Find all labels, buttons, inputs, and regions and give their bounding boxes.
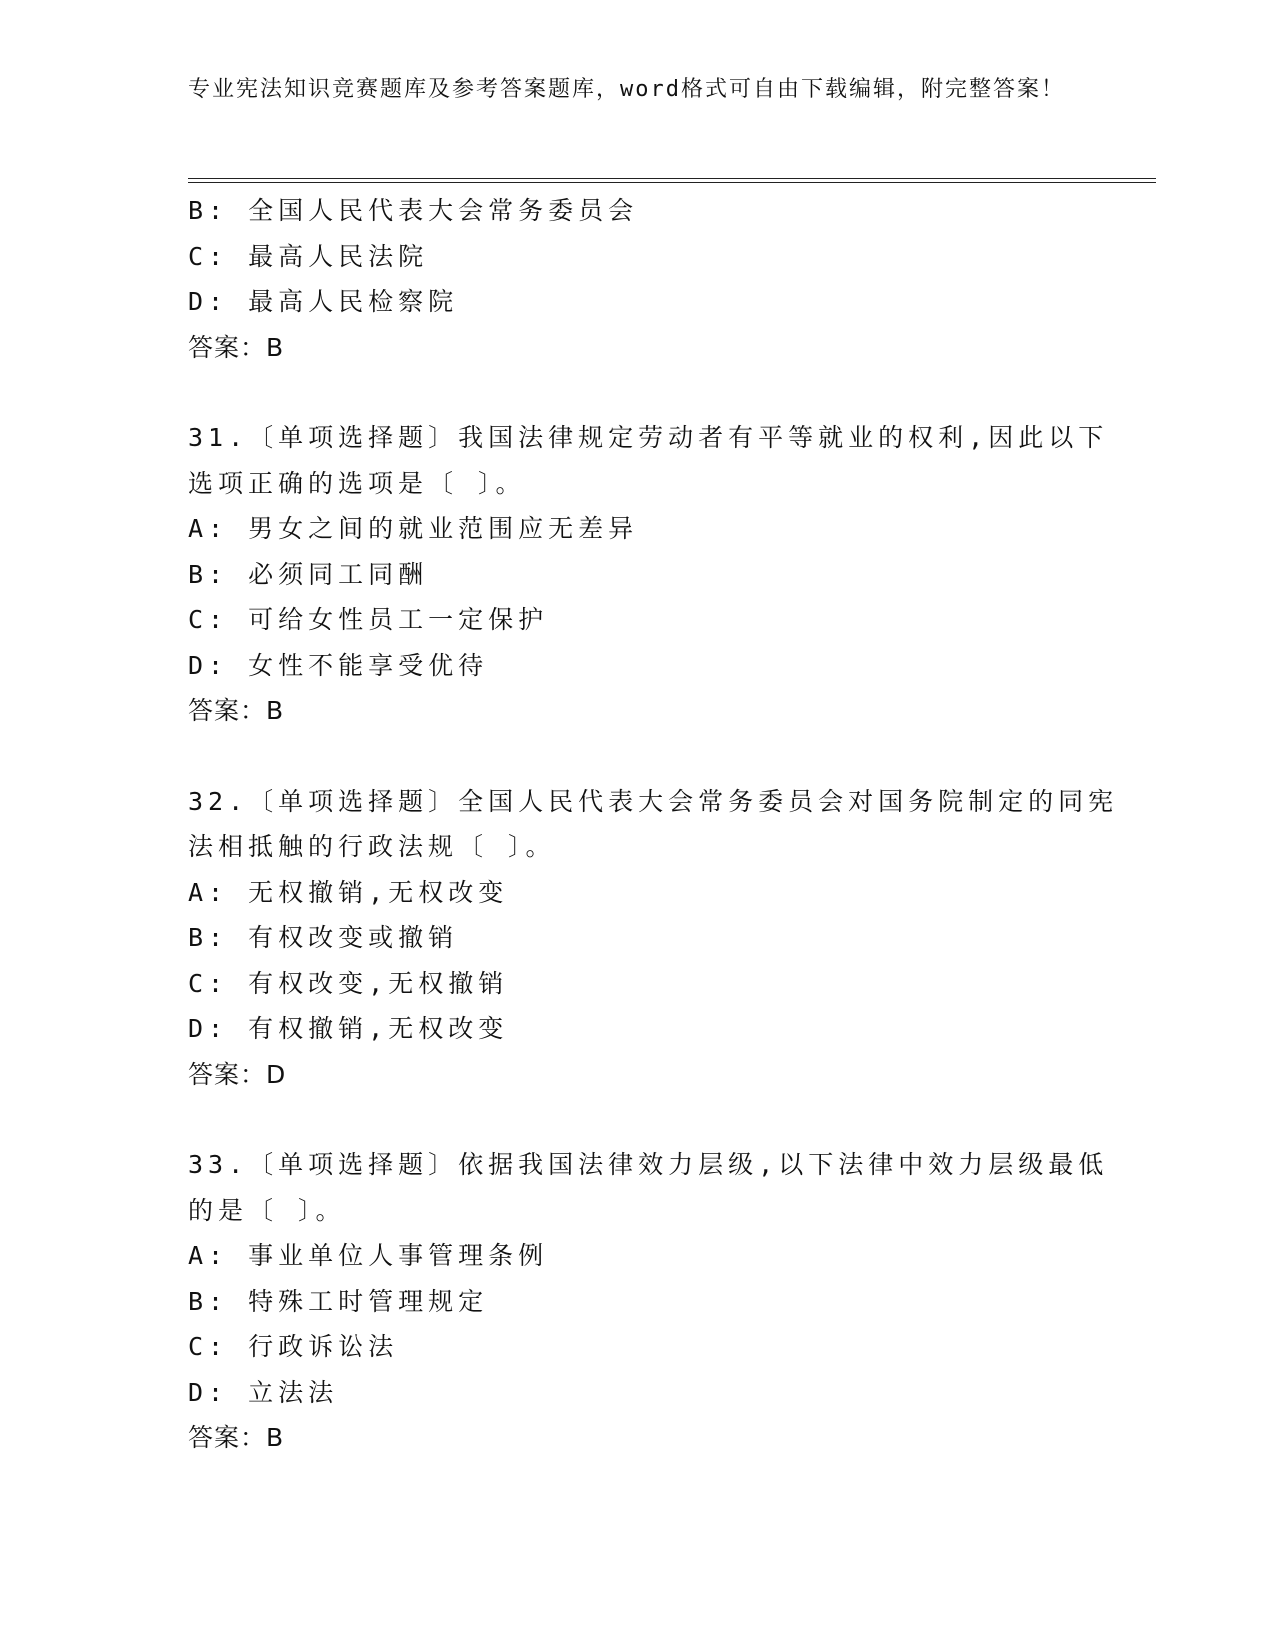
option-d: D: 最高人民检察院 (188, 287, 459, 316)
header-rule-top (188, 178, 1156, 179)
option-c: C: 有权改变,无权撤销 (188, 968, 509, 998)
spacer (188, 1097, 1088, 1142)
option-b: B: 全国人民代表大会常务委员会 (188, 196, 639, 225)
answer-line (188, 325, 1088, 371)
answer-value: B (266, 696, 285, 725)
question-block-31 (188, 415, 1109, 734)
question-stem: 的是〔 〕。 (188, 1195, 346, 1225)
header-rule-bottom (188, 182, 1156, 183)
option-d: D: 有权撤销,无权改变 (188, 1014, 509, 1043)
answer-value: D (266, 1059, 287, 1089)
answer-label: 答案： (188, 1423, 267, 1452)
answer-line (188, 688, 1088, 734)
answer-label: 答案： (188, 1059, 267, 1089)
answer-label: 答案： (188, 332, 267, 362)
option-d: D: 女性不能享受优待 (188, 650, 489, 680)
answer-value: B (266, 332, 285, 362)
answer-line (188, 1052, 1088, 1098)
question-stem: 法相抵触的行政法规〔 〕。 (188, 832, 556, 861)
spacer (188, 370, 1088, 415)
option-c: C: 可给女性员工一定保护 (188, 605, 549, 634)
question-stem: 33.〔单项选择题〕依据我国法律效力层级,以下法律中效力层级最低 (188, 1150, 1109, 1179)
question-stem: 32.〔单项选择题〕全国人民代表大会常务委员会对国务院制定的同宪 (188, 786, 1119, 816)
option-d: D: 立法法 (188, 1377, 339, 1407)
option-a: A: 男女之间的就业范围应无差异 (188, 514, 639, 543)
option-c: C: 行政诉讼法 (188, 1332, 399, 1361)
option-b: B: 特殊工时管理规定 (188, 1286, 489, 1316)
question-stem: 31.〔单项选择题〕我国法律规定劳动者有平等就业的权利,因此以下 (188, 423, 1109, 452)
question-list (188, 188, 1119, 1461)
question-block-partial (188, 188, 1088, 370)
answer-value: B (266, 1423, 285, 1452)
answer-line (188, 1415, 1088, 1461)
option-a: A: 无权撤销,无权改变 (188, 877, 509, 907)
question-block-32 (188, 779, 1119, 1098)
option-b: B: 必须同工同酬 (188, 559, 429, 589)
option-a: A: 事业单位人事管理条例 (188, 1241, 549, 1270)
question-stem: 选项正确的选项是〔 〕。 (188, 468, 526, 498)
question-block-33 (188, 1142, 1109, 1461)
option-c: C: 最高人民法院 (188, 241, 429, 271)
spacer (188, 734, 1088, 779)
option-b: B: 有权改变或撤销 (188, 923, 459, 952)
answer-label: 答案： (188, 696, 267, 725)
page-header: 专业宪法知识竞赛题库及参考答案题库，word格式可自由下载编辑，附完整答案！ (188, 77, 1065, 102)
